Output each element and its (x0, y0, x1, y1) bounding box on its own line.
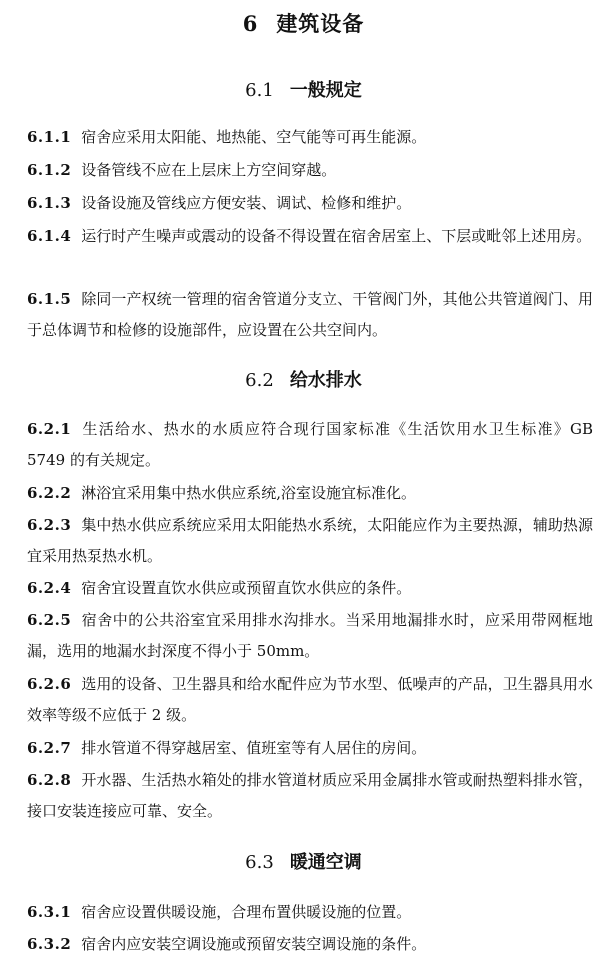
clause-number: 6.3.1 (27, 903, 72, 921)
clause-text: 设备设施及管线应方便安装、调试、检修和维护。 (81, 194, 412, 212)
clause-text: 选用的设备、卫生器具和给水配件应为节水型、低噪声的产品，卫生器具用水效率等级不应低于 2 级。 (27, 675, 593, 724)
clause-text: 开水器、生活热水箱处的排水管道材质应采用金属排水管或耐热塑料排水管，接口安装连接应可靠、安全。 (27, 771, 593, 820)
clause (27, 573, 593, 604)
section-title (0, 848, 607, 874)
section-title-text: 一般规定 (289, 80, 362, 101)
chapter-number: 6 (242, 11, 259, 36)
clause-number: 6.1.5 (27, 290, 72, 308)
clause-number: 6.2.5 (27, 611, 72, 629)
clause (27, 188, 593, 219)
clause-number: 6.2.4 (27, 579, 72, 597)
clause-number: 6.2.6 (27, 675, 72, 693)
section-number: 6.3 (245, 852, 274, 873)
chapter-title-text: 建筑设备 (276, 11, 365, 36)
section-title-text: 给水排水 (289, 370, 362, 391)
clause-number: 6.1.3 (27, 194, 72, 212)
clause (27, 765, 593, 827)
clause-text: 设备管线不应在上层床上方空间穿越。 (81, 161, 337, 179)
clause (27, 414, 593, 476)
clause-text: 宿舍应采用太阳能、地热能、空气能等可再生能源。 (81, 128, 427, 146)
clause (27, 897, 593, 928)
clause (27, 929, 593, 960)
clause-number: 6.3.2 (27, 935, 72, 953)
clause (27, 122, 593, 153)
section-number: 6.1 (245, 80, 274, 101)
clause-text: 生活给水、热水的水质应符合现行国家标准《生活饮用水卫生标准》GB 5749 的有关规定。 (27, 420, 593, 469)
clause (27, 478, 593, 509)
clause-number: 6.2.7 (27, 739, 72, 757)
clause (27, 510, 593, 572)
clause-text: 宿舍中的公共浴室宜采用排水沟排水。当采用地漏排水时，应采用带网框地漏，选用的地漏水封深度不得小于 50mm。 (27, 611, 593, 660)
section-title (0, 76, 607, 102)
clause-text: 除同一产权统一管理的宿舍管道分支立、干管阀门外，其他公共管道阀门、用于总体调节和检修的设施部件，应设置在公共空间内。 (27, 290, 593, 339)
chapter-title (0, 8, 607, 38)
clause (27, 221, 593, 252)
clause-number: 6.1.2 (27, 161, 72, 179)
clause-text: 运行时产生噪声或震动的设备不得设置在宿舍居室上、下层或毗邻上述用房。 (81, 227, 592, 245)
clause (27, 155, 593, 186)
clause-number: 6.2.8 (27, 771, 72, 789)
clause-text: 排水管道不得穿越居室、值班室等有人居住的房间。 (81, 739, 427, 757)
clause-number: 6.1.4 (27, 227, 72, 245)
clause (27, 669, 593, 731)
clause-number: 6.1.1 (27, 128, 72, 146)
clause-text: 宿舍宜设置直饮水供应或预留直饮水供应的条件。 (81, 579, 412, 597)
clause-text: 集中热水供应系统应采用太阳能热水系统，太阳能应作为主要热源，辅助热源宜采用热泵热水机。 (27, 516, 593, 565)
clause-number: 6.2.2 (27, 484, 72, 502)
clause-number: 6.2.3 (27, 516, 72, 534)
clause-number: 6.2.1 (27, 420, 72, 438)
clause-text: 淋浴宜采用集中热水供应系统,浴室设施宜标准化。 (81, 484, 417, 502)
section-title (0, 366, 607, 392)
clause (27, 605, 593, 667)
clause (27, 284, 593, 346)
clause-text: 宿舍应设置供暖设施，合理布置供暖设施的位置。 (81, 903, 412, 921)
section-number: 6.2 (245, 370, 274, 391)
section-title-text: 暖通空调 (289, 852, 362, 873)
clause-text: 宿舍内应安装空调设施或预留安装空调设施的条件。 (81, 935, 427, 953)
clause (27, 733, 593, 764)
